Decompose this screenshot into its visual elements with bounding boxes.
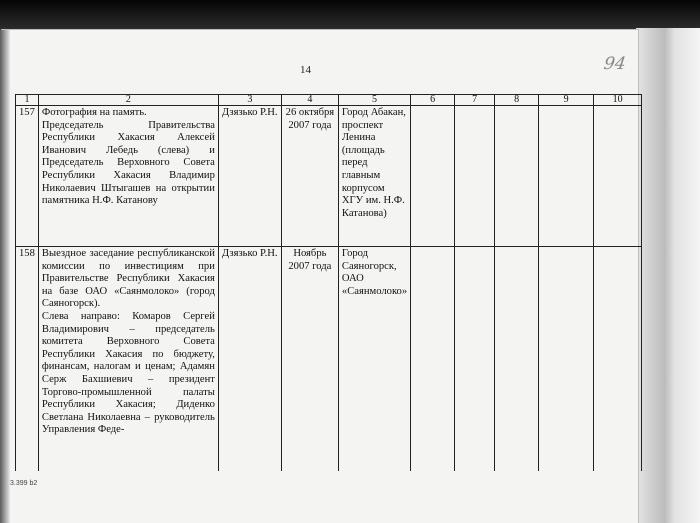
footer-code: 3.399 b2 — [10, 480, 38, 487]
empty-cell — [594, 247, 642, 471]
scanner-background-right — [636, 28, 700, 523]
column-header: 3 — [218, 95, 281, 106]
column-header-row — [16, 95, 642, 106]
empty-cell — [411, 106, 455, 247]
record-author: Дзязько Р.Н. — [218, 247, 281, 471]
column-header: 10 — [594, 95, 642, 106]
empty-cell — [495, 106, 539, 247]
column-header: 5 — [338, 95, 410, 106]
empty-cell — [411, 247, 455, 471]
record-description — [38, 247, 218, 471]
record-author: Дзязько Р.Н. — [218, 106, 281, 247]
column-header: 4 — [281, 95, 338, 106]
handwritten-sheet-number: 94 — [602, 54, 628, 74]
record-date: Ноябрь 2007 года — [281, 247, 338, 471]
record-place: Город Абакан, проспект Ленина (площадь перед главным корпусом ХГУ им. Н.Ф. Катанова) — [338, 106, 410, 247]
empty-cell — [455, 247, 495, 471]
table-row — [16, 247, 642, 471]
empty-cell — [455, 106, 495, 247]
column-header: 2 — [38, 95, 218, 106]
record-date: 26 октября 2007 года — [281, 106, 338, 247]
column-header: 6 — [411, 95, 455, 106]
column-header: 7 — [455, 95, 495, 106]
record-description-text: Выездное заседание республиканской комиссии по инвестициям при Правительстве Республики Хакасия на базе ОАО «Саянмолоко» (город Саяногорск). Слева направо: Комаров Сергей Владимирович – председатель комитета Верховного Совета Республики Хакасия по бюджету, финансам, налогам и ценам; Адамян Серж Бахшиевич – президент Торгово-промышленной палаты Республики Хакасия; Диденко Светлана Николаевна – руководитель Управления Феде- — [41, 248, 215, 436]
column-header: 1 — [16, 95, 39, 106]
record-description — [38, 106, 218, 247]
page-number: 14 — [300, 64, 311, 76]
record-number: 158 — [16, 247, 39, 471]
records-table — [15, 94, 642, 471]
empty-cell — [594, 106, 642, 247]
empty-cell — [495, 247, 539, 471]
record-number: 157 — [16, 106, 39, 247]
table-row — [16, 106, 642, 247]
empty-cell — [539, 106, 594, 247]
page-binding-shadow — [0, 30, 10, 523]
column-header: 9 — [539, 95, 594, 106]
record-description-text: Фотография на память. Председатель Правительства Республики Хакасия Алексей Иванович Лебедь (слева) и Председатель Верховного Совета Республики Хакасия Владимир Николаевич Штыгашев на открытии памятника Н.Ф. Катанову — [41, 107, 215, 207]
empty-cell — [539, 247, 594, 471]
column-header: 8 — [495, 95, 539, 106]
record-place: Город Саяногорск, ОАО «Саянмолоко» — [338, 247, 410, 471]
